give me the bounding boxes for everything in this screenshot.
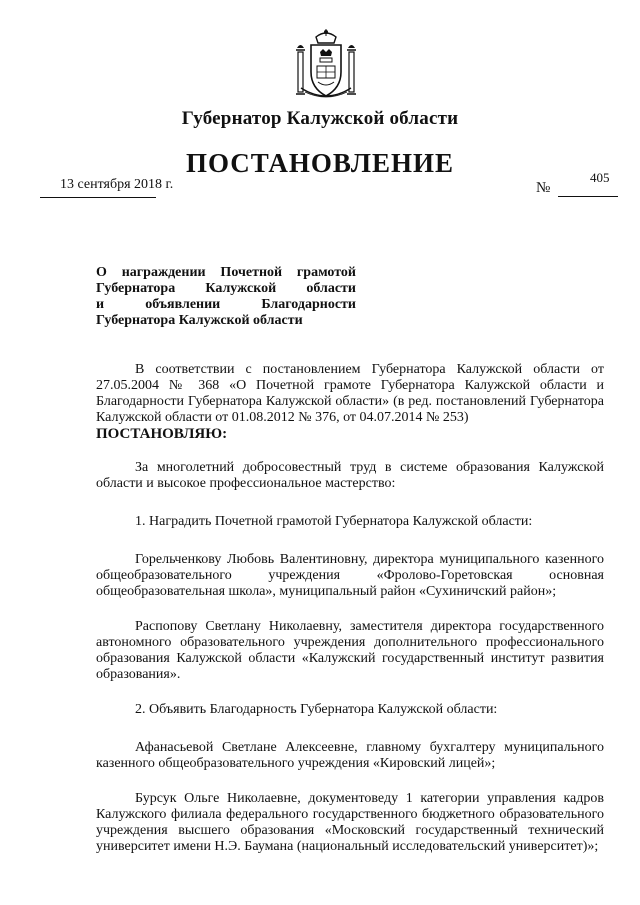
resolve-heading: ПОСТАНОВЛЯЮ: — [96, 426, 228, 442]
person-paragraph: Афанасьевой Светлане Алексеевне, главному бухгалтеру муниципального казенного общеобразовательного учреждения «Кировский лицей»; — [96, 740, 604, 771]
preamble-paragraph: В соответствии с постановлением Губернатора Калужской области от 27.05.2004 № 368 «О Почетной грамоте Губернатора Калужской области и Благодарности Губернатора Калужской области» (в ред. постановлений Губернатора Калужской области от 01.08.2012 № 376, от 04.07.2014 № 253) — [96, 362, 604, 425]
person-paragraph: Горельченкову Любовь Валентиновну, директора муниципального казенного общеобразовательного учреждения «Фролово-Горетовская основная общеобразовательная школа», муниципальный район «Сухиничский район»; — [96, 552, 604, 599]
subject-line: О награждении Почетной грамотой — [96, 265, 356, 280]
document-type-title: ПОСТАНОВЛЕНИЕ — [185, 148, 455, 178]
number-underline — [558, 196, 618, 197]
number-sign: № — [536, 180, 551, 196]
coat-of-arms-icon — [293, 28, 359, 100]
subject-line: Губернатора Калужской области — [96, 281, 356, 296]
person-paragraph: Распопову Светлану Николаевну, заместителя директора государственного автономного образовательного учреждения дополнительного профессионального образования Калужской области «Калужский государственный институт развития образования». — [96, 619, 604, 682]
document-number: 405 — [590, 170, 610, 185]
document-body — [96, 362, 604, 855]
subject-line: Губернатора Калужской области — [96, 313, 303, 328]
date-underline — [40, 197, 156, 198]
section-heading-gratitude: 2. Объявить Благодарность Губернатора Калужской области: — [135, 702, 498, 717]
subject-line: и объявлении Благодарности — [96, 297, 356, 312]
person-paragraph: Бурсук Ольге Николаевне, документоведу 1 категории управления кадров Калужского филиала федерального государственного бюджетного образовательного учреждения высшего образования «Московский государственный технический университет имени Н.Э. Баумана (национальный исследовательский университет)»; — [96, 791, 604, 854]
document-date: 13 сентября 2018 г. — [60, 177, 174, 192]
authority-title: Губернатор Калужской области — [181, 108, 459, 129]
section-heading-award: 1. Наградить Почетной грамотой Губернатора Калужской области: — [135, 514, 533, 529]
document-subject — [96, 265, 356, 329]
reason-paragraph: За многолетний добросовестный труд в системе образования Калужской области и высокое профессиональное мастерство: — [96, 460, 604, 491]
